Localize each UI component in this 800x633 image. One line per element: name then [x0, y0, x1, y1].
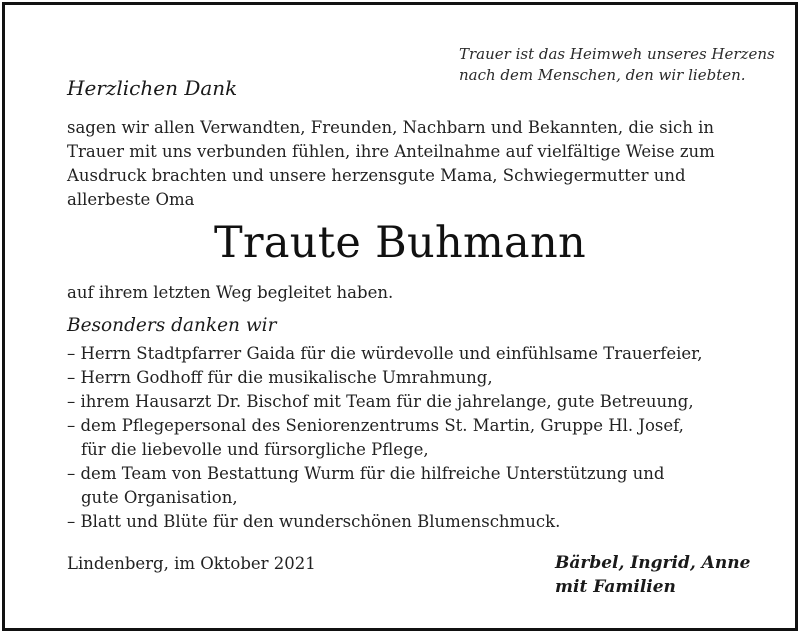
signers [555, 551, 750, 599]
signers-names: Bärbel, Ingrid, Anne [555, 553, 751, 573]
quote-line-1: Trauer ist das Heimweh unseres Herzens [459, 45, 775, 63]
signers-family: mit Familien [555, 577, 676, 597]
memorial-quote [459, 44, 775, 86]
intro-line: Trauer mit uns verbunden fühlen, ihre Anteilnahme auf vielfältige Weise zum [67, 142, 715, 161]
intro-paragraph [67, 116, 715, 212]
intro-line: allerbeste Oma [67, 190, 195, 209]
intro-line: Ausdruck brachten und unsere herzensgute Mama, Schwiegermutter und [67, 166, 686, 185]
deceased-name: Traute Buhmann [214, 218, 586, 268]
list-item: – dem Team von Bestattung Wurm für die hilfreiche Unterstützung und [67, 464, 665, 483]
list-item: – Herrn Stadtpfarrer Gaida für die würdevolle und einfühlsame Trauerfeier, [67, 344, 703, 363]
after-name-text: auf ihrem letzten Weg begleitet haben. [67, 283, 394, 302]
thanks-heading: Herzlichen Dank [67, 76, 238, 100]
list-item-continuation: für die liebevolle und fürsorgliche Pflege, [81, 440, 429, 459]
list-item: – ihrem Hausarzt Dr. Bischof mit Team für die jahrelange, gute Betreuung, [67, 392, 694, 411]
special-thanks-heading: Besonders danken wir [67, 315, 277, 336]
list-item: – Blatt und Blüte für den wunderschönen Blumenschmuck. [67, 512, 561, 531]
list-item: – Herrn Godhoff für die musikalische Umrahmung, [67, 368, 493, 387]
quote-line-2: nach dem Menschen, den wir liebten. [459, 66, 746, 84]
list-item-continuation: gute Organisation, [81, 488, 238, 507]
thanks-list [67, 342, 702, 534]
place-date: Lindenberg, im Oktober 2021 [67, 554, 316, 573]
intro-line: sagen wir allen Verwandten, Freunden, Nachbarn und Bekannten, die sich in [67, 118, 715, 137]
list-item: – dem Pflegepersonal des Seniorenzentrums St. Martin, Gruppe Hl. Josef, [67, 416, 684, 435]
